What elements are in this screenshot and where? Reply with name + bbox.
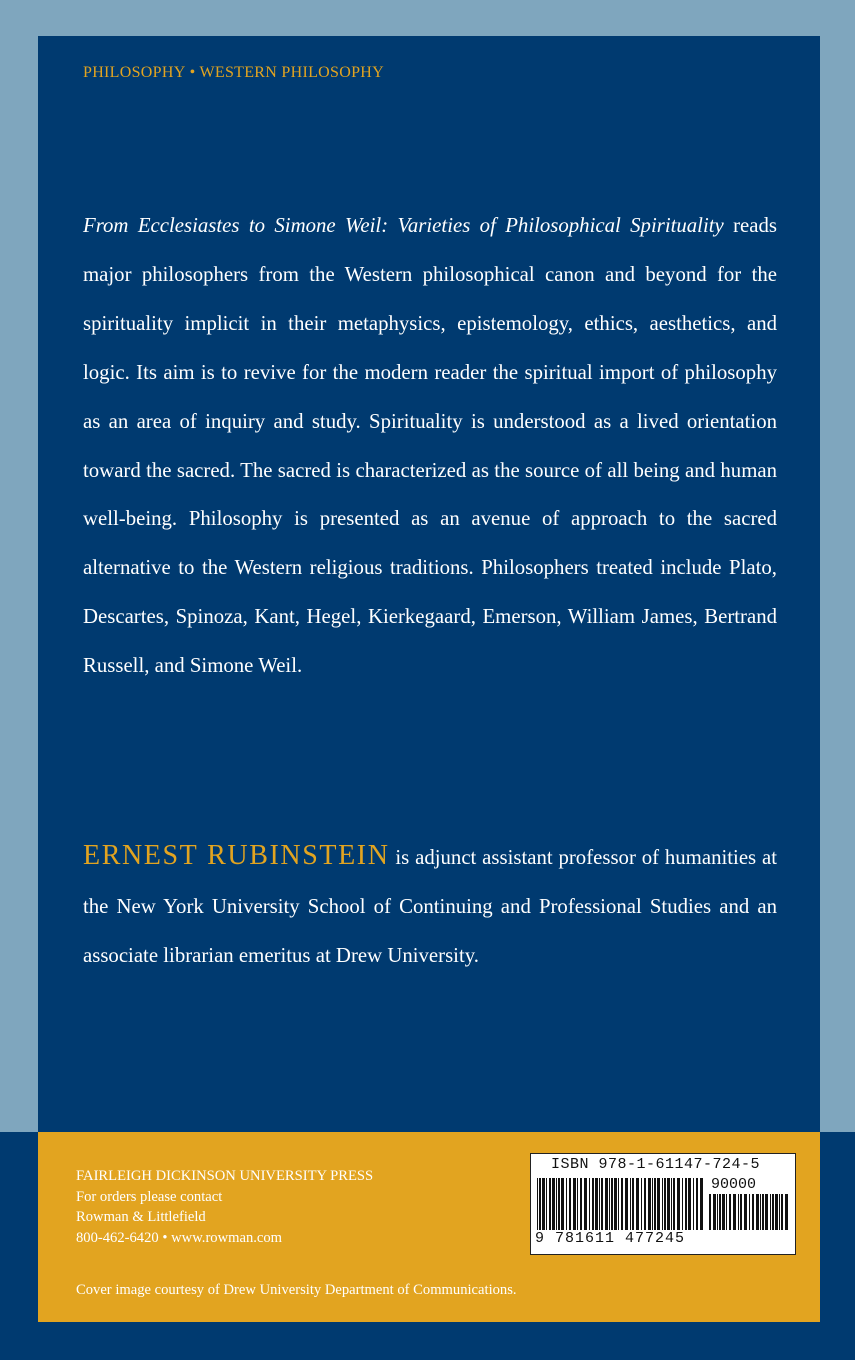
barcode-bar (618, 1178, 619, 1230)
distributor-name: Rowman & Littlefield (76, 1209, 206, 1225)
barcode-bar (760, 1194, 761, 1230)
barcode-bar (644, 1178, 646, 1230)
barcode-bar (756, 1194, 759, 1230)
book-title: From Ecclesiastes to Simone Weil: Varieties of Philosophical Spirituality (83, 214, 724, 237)
barcode-bar (664, 1178, 666, 1230)
barcode-bar (744, 1194, 747, 1230)
barcode-bar (685, 1178, 687, 1230)
cover-credit: Cover image courtesy of Drew University Department of Communications. (76, 1282, 517, 1298)
barcode-bar (621, 1178, 623, 1230)
barcode-bar (580, 1178, 582, 1230)
barcode-bar (625, 1178, 628, 1230)
barcode-bar (630, 1178, 631, 1230)
barcode-bar (657, 1178, 660, 1230)
barcode-bars-main (537, 1178, 707, 1230)
category-secondary: WESTERN PHILOSOPHY (199, 64, 385, 81)
barcode-bar (589, 1178, 590, 1230)
barcode-bar (546, 1178, 547, 1230)
barcode-bar (609, 1178, 610, 1230)
barcode-bar (677, 1178, 680, 1230)
barcode-bar (719, 1194, 721, 1230)
contact-line (76, 1228, 373, 1249)
barcode-bar (667, 1178, 670, 1230)
barcode-bar (779, 1194, 780, 1230)
barcode-bar (552, 1178, 555, 1230)
barcode-bar (696, 1178, 698, 1230)
barcode-bar (584, 1178, 587, 1230)
barcode-bar (713, 1194, 716, 1230)
barcode-bar (595, 1178, 598, 1230)
barcode-bar (671, 1178, 672, 1230)
barcode-bar (569, 1178, 571, 1230)
barcode-bar (558, 1178, 560, 1230)
barcode-bar (752, 1194, 754, 1230)
barcode-bar (709, 1194, 711, 1230)
category-separator: • (189, 64, 196, 81)
barcode-bar (573, 1178, 576, 1230)
barcode-bars-addon (709, 1194, 789, 1246)
barcode-bar (556, 1178, 557, 1230)
barcode-bar (601, 1178, 603, 1230)
barcode-bar (592, 1178, 594, 1230)
barcode-bar (654, 1178, 656, 1230)
bio-text: is adjunct assistant professor of humanities at the New York University School of Continuing and Professional Studies and an associate librarian emeritus at Drew University. (83, 846, 777, 967)
barcode-bar (770, 1194, 771, 1230)
website-link[interactable]: www.rowman.com (171, 1229, 283, 1246)
orders-line: For orders please contact (76, 1188, 223, 1205)
barcode-bar (636, 1178, 639, 1230)
price-code: 90000 (711, 1176, 757, 1193)
barcode-bar (722, 1194, 725, 1230)
barcode-bar (733, 1194, 736, 1230)
barcode-bar (738, 1194, 739, 1230)
barcode-bar (652, 1178, 653, 1230)
barcode-bar (599, 1178, 600, 1230)
barcode-bar (539, 1178, 541, 1230)
barcode-bar (632, 1178, 634, 1230)
barcode-bar (772, 1194, 774, 1230)
barcode-bar (611, 1178, 613, 1230)
barcode-bar (648, 1178, 651, 1230)
barcode-bar (740, 1194, 742, 1230)
barcode-bar (775, 1194, 778, 1230)
barcode-bar (785, 1194, 788, 1230)
barcode-bar (762, 1194, 764, 1230)
contact-separator: • (162, 1229, 168, 1246)
barcode-bar (749, 1194, 750, 1230)
barcode-bar (673, 1178, 675, 1230)
book-description (83, 202, 777, 691)
author-bio (83, 832, 777, 981)
category-line (83, 64, 384, 82)
barcode-bar (566, 1178, 567, 1230)
category-primary: PHILOSOPHY (83, 64, 186, 81)
isbn-label: ISBN 978-1-61147-724-5 (551, 1156, 761, 1173)
barcode-digits: 9 781611 477245 (535, 1230, 686, 1247)
barcode-bar (641, 1178, 642, 1230)
barcode-bar (693, 1178, 694, 1230)
barcode-bar (781, 1194, 783, 1230)
publisher-name: FAIRLEIGH DICKINSON UNIVERSITY PRESS (76, 1168, 374, 1184)
phone-number: 800-462-6420 (76, 1229, 159, 1246)
barcode-bar (688, 1178, 691, 1230)
barcode-bar (682, 1178, 683, 1230)
barcode-bar (700, 1178, 703, 1230)
barcode-bar (605, 1178, 608, 1230)
publisher-info (76, 1166, 373, 1248)
barcode-bar (717, 1194, 718, 1230)
barcode-bar (549, 1178, 551, 1230)
barcode-bar (614, 1178, 617, 1230)
description-body: reads major philosophers from the Western philosophical canon and beyond for the spirituality implicit in their metaphysics, epistemology, ethics, aesthetics, and logic. Its aim is to revive for the modern reader the spiritual import of philosophy as an area of inquiry and study. Spirituality is understood as a lived orientation toward the sacred. The sacred is characterized as the source of all being and human well-being. Philosophy is presented as an avenue of approach to the sacred alternative to the Western religious traditions. Philosophers treated include Plato, Descartes, Spinoza, Kant, Hegel, Kierkegaard, Emerson, William James, Bertrand Russell, and Simone Weil. (83, 214, 777, 678)
barcode-bar (542, 1178, 545, 1230)
barcode-bar (577, 1178, 578, 1230)
barcode-bar (561, 1178, 564, 1230)
barcode-bar (537, 1178, 538, 1230)
barcode-bar (662, 1178, 663, 1230)
isbn-barcode (530, 1153, 796, 1255)
barcode-bar (726, 1194, 727, 1230)
barcode-bar (765, 1194, 768, 1230)
author-name: ERNEST RUBINSTEIN (83, 840, 390, 871)
barcode-bar (729, 1194, 731, 1230)
